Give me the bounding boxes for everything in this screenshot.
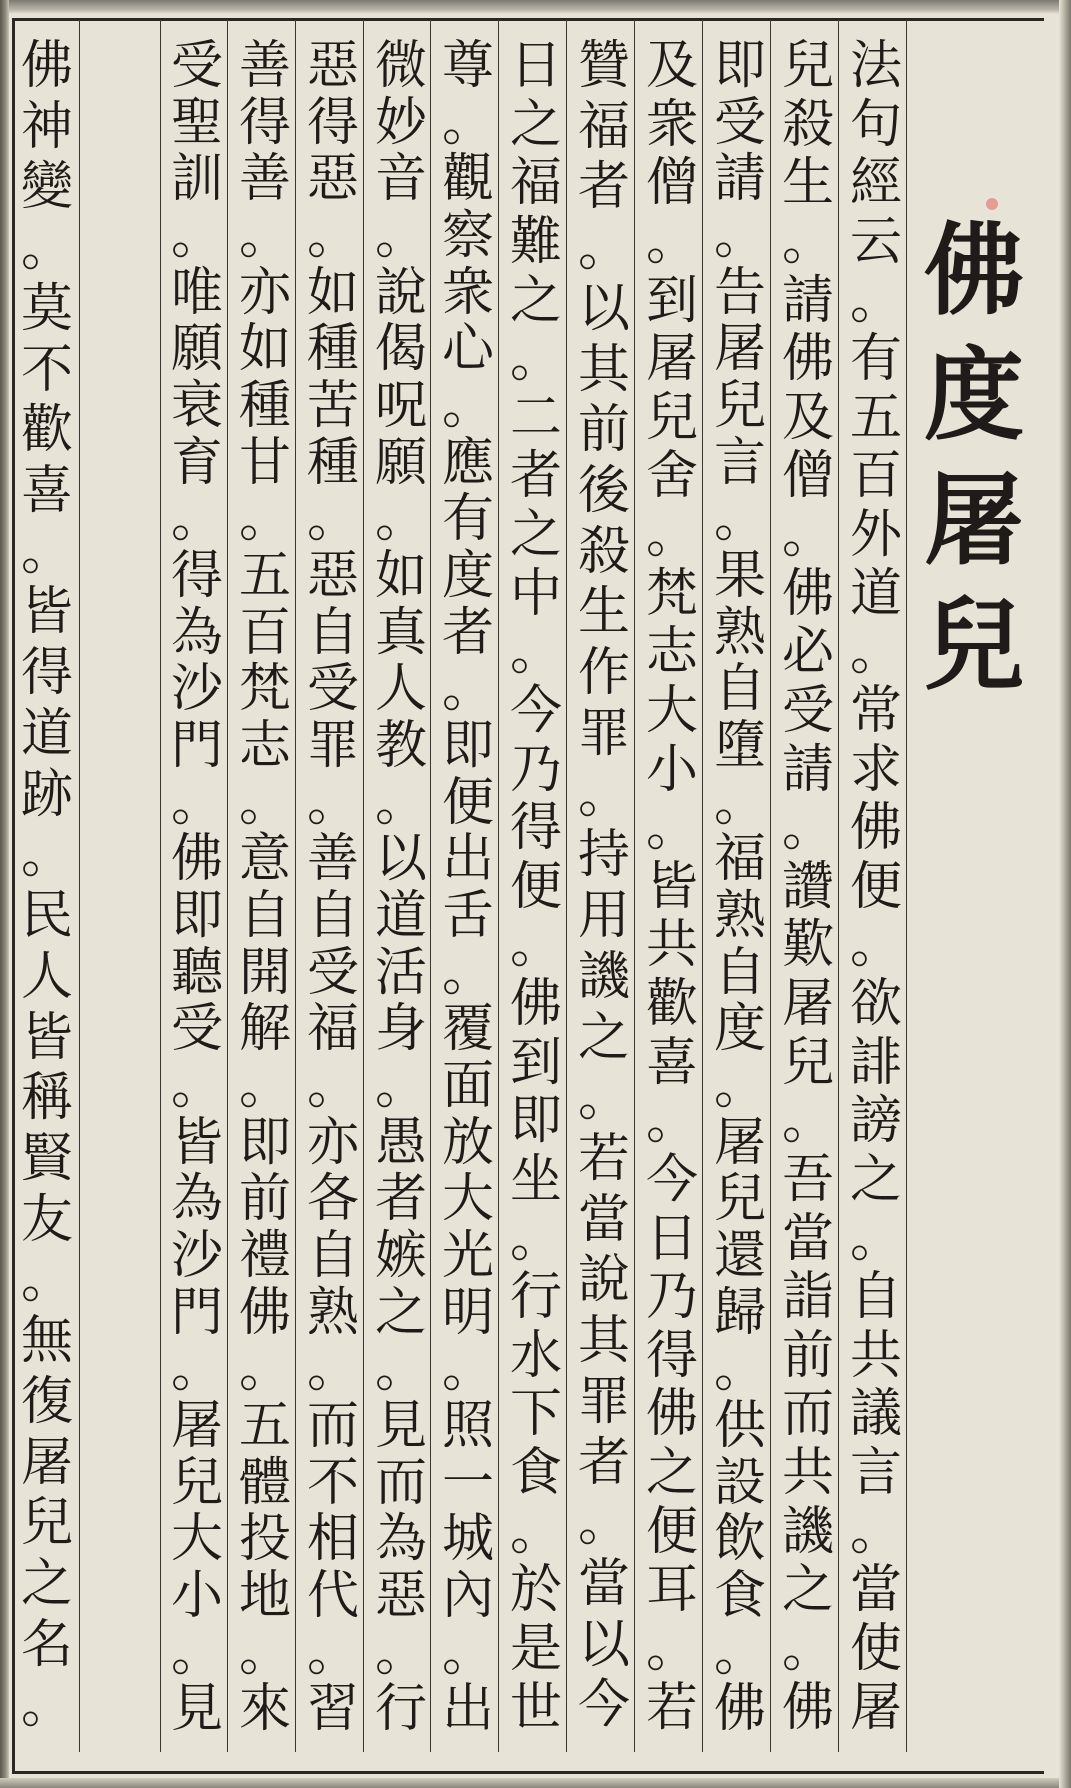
page-bottom-edge (0, 1778, 1071, 1788)
text-column: 受 聖 訓 。 唯 願 衰 育 。 得 為 沙 門 。 佛 即 聽 受 。 皆 為 沙 門 。 屠 兒 大 小 。 見 (170, 36, 223, 1740)
text-column: 法 句 經 云 。 有 五 百 外 道 。 常 求 佛 便 。 欲 誹 謗 之 。 自 共 議 言 。 當 使 屠 (849, 36, 902, 1738)
text-column: 贊 福 者 。 以 其 前 後 殺 生 作 罪 。 持 用 譏 之 。 若 當 說 其 罪 者 。 當 以 今 (577, 36, 630, 1736)
column-rule (160, 20, 161, 1752)
text-column: 佛 神 變 。 莫 不 歡 喜 。 皆 得 道 跡 。 民 人 皆 稱 賢 友 。 無 復 屠 兒 之 名 。 (20, 36, 73, 1736)
text-column: 日 之 福 難 之 。 二 者 之 中 。 今 乃 得 便 。 佛 到 即 坐 。 行 水 下 食 。 於 是 世 (509, 36, 562, 1738)
page-right-edge (1059, 0, 1071, 1788)
text-column: 微 妙 音 。 說 偈 呪 願 。 如 真 人 教 。 以 道 活 身 。 愚 者 嫉 之 。 見 而 為 惡 。 行 (374, 36, 427, 1740)
text-column: 尊 。 觀 察 衆 心 。 應 有 度 者 。 即 便 出 舌 。 覆 面 放 大 光 明 。 照 一 城 內 。 出 (441, 36, 494, 1740)
page-title: 佛 度 屠 兒 (924, 211, 1024, 704)
text-column: 即 受 請 。 告 屠 兒 言 。 果 熟 自 墮 。 福 熟 自 度 。 屠 兒 還 歸 。 供 設 飲 食 。 佛 (713, 36, 766, 1740)
page-top-edge (0, 0, 1071, 14)
text-column: 善 得 善 。 亦 如 種 甘 。 五 百 梵 志 。 意 自 開 解 。 即 前 禮 佛 。 五 體 投 地 。 來 (238, 36, 291, 1740)
text-column: 及 衆 僧 。 到 屠 兒 舍 。 梵 志 大 小 。 皆 共 歡 喜 。 今 日 乃 得 佛 之 便 耳 。 若 (645, 36, 698, 1738)
page-binding-edge (0, 0, 9, 1788)
red-seal-mark (986, 198, 998, 210)
text-column: 兒 殺 生 。 請 佛 及 僧 。 佛 必 受 請 。 讚 歎 屠 兒 。 吾 當 詣 前 而 共 譏 之 。 佛 (781, 36, 834, 1738)
text-column: 惡 得 惡 。 如 種 苦 種 。 惡 自 受 罪 。 善 自 受 福 。 亦 各 自 熟 。 而 不 相 代 。 習 (306, 36, 359, 1740)
